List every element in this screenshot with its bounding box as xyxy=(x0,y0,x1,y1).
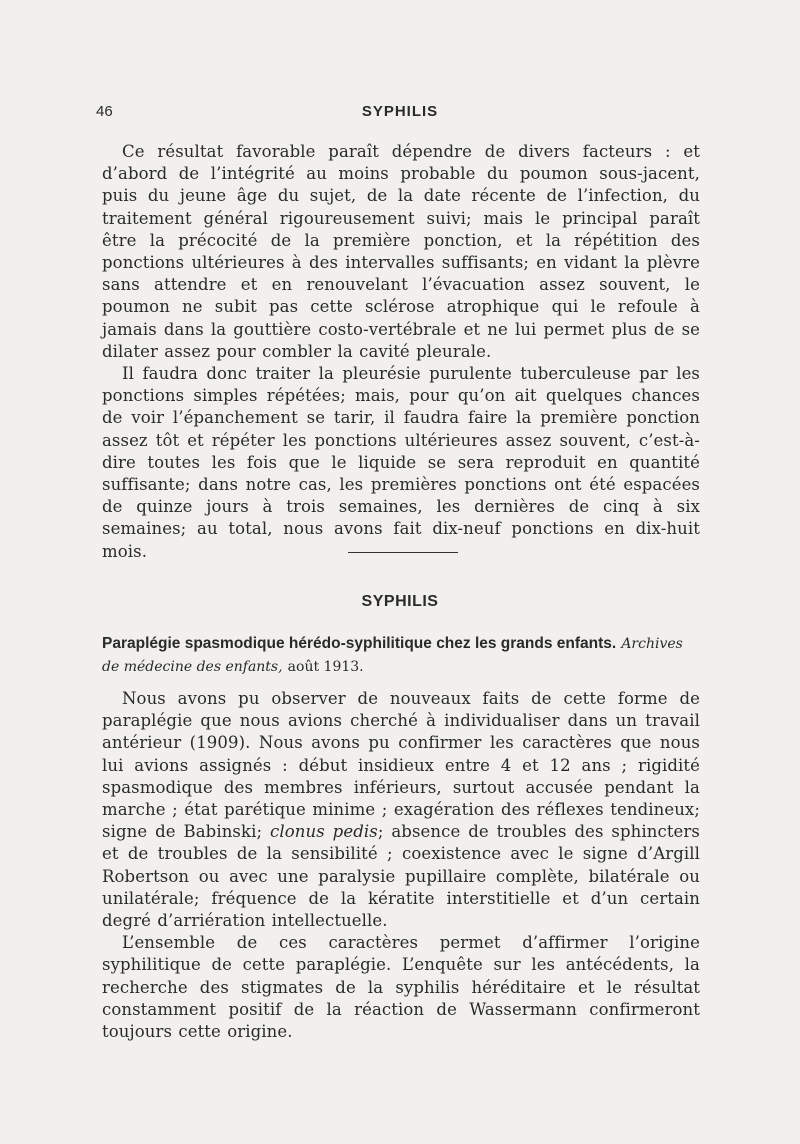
article-title: Paraplégie spasmodique hérédo-syphilitique chez les grands enfants. xyxy=(102,635,617,652)
section-paragraph-1-italic: clonus pedis xyxy=(270,822,378,842)
section-paragraph-1 xyxy=(102,688,700,932)
article-heading xyxy=(102,632,700,678)
section-paragraph-1-part-a: Nous avons pu observer de nouveaux faits de cette forme de paraplégie que nous avions cherché à individualiser dans un travail antérieur (1909). Nous avons pu confirmer les caractères que nous lui avions assignés : début insidieux entre 4 et 12 ans ; rigidité spasmodique des membres inférieurs, surtout accusée pendant la marche ; état parétique minime ; exagération des réflexes tendineux; signe de Babinski; xyxy=(102,689,700,842)
section-divider xyxy=(348,552,458,553)
section-title: SYPHILIS xyxy=(361,593,439,610)
body-text-section xyxy=(102,688,700,1043)
section-paragraph-2: L’ensemble de ces caractères permet d’affirmer l’origine syphilitique de cette paraplégie. L’enquête sur les antécédents, la recherche des stigmates de la syphilis héréditaire et le résultat constamment positif de la réaction de Wassermann confirmeront toujours cette origine. xyxy=(102,933,700,1042)
section-paragraph-1-part-b: ; absence de troubles des sphincters et de troubles de la sensibilité ; coexistence avec le signe d’Argill Robertson ou avec une paralysie pupillaire complète, bilatérale ou unilatérale; fréquence de la kératite interstitielle et d’un certain degré d’arriération intellectuelle. xyxy=(102,822,700,931)
page-number: 46 xyxy=(96,103,113,120)
paragraph-2: Il faudra donc traiter la pleurésie purulente tuberculeuse par les ponctions simples répétées; mais, pour qu’on ait quelques chances de voir l’épanchement se tarir, il faudra faire la première ponction assez tôt et répéter les ponctions ultérieures assez souvent, c’est-à-dire toutes les fois que le liquide se sera reproduit en quantité suffisante; dans notre cas, les premières ponctions ont été espacées de quinze jours à trois semaines, les dernières de cinq à six semaines; au total, nous avons fait dix-neuf ponctions en dix-huit mois. xyxy=(102,364,700,561)
body-text-top xyxy=(102,141,700,563)
running-head xyxy=(96,103,704,123)
paragraph-1: Ce résultat favorable paraît dépendre de divers facteurs : et d’abord de l’intégrité au moins probable du poumon sous-jacent, puis du jeune âge du sujet, de la date récente de l’infection, du traitement général rigoureusement suivi; mais le principal paraît être la précocité de la première ponction, et la répétition des ponctions ultérieures à des intervalles suffisants; en vidant la plèvre sans attendre et en renouvelant l’évacuation assez souvent, le poumon ne subit pas cette sclérose atrophique qui le refoule à jamais dans la gouttière costo-vertébrale et ne lui permet plus de se dilater assez pour combler la cavité pleurale. xyxy=(102,142,700,361)
running-title: SYPHILIS xyxy=(361,103,439,120)
article-source: Archives de médecine des enfants, xyxy=(102,636,683,675)
article-date: août 1913. xyxy=(287,659,364,675)
